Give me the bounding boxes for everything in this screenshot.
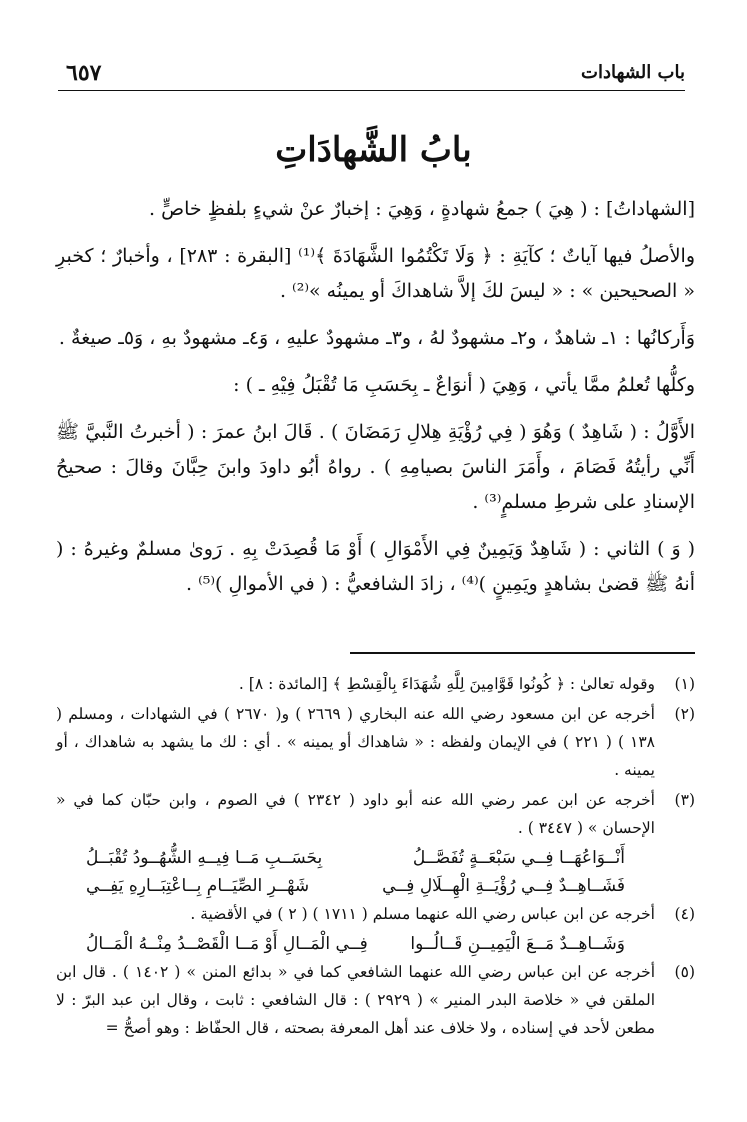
verse-hemistich: فَشَــاهِــدٌ فِــي رُؤْيَــةِ الْهِــلَالِ فِــي [382,876,625,896]
page-number: ٦٥٧ [66,60,102,86]
chapter-title: بابُ الشَّهادَاتِ [275,130,472,170]
footnote-text: أخرجه عن ابن عباس رضي الله عنهما مسلم ( ١٧١١ ) ( ٢ ) في الأقضية . [190,905,655,923]
footnote-text: أخرجه عن ابن عباس رضي الله عنهما الشافعي كما في « بدائع المنن » ( ١٤٠٢ ) . قال ابن الملقن في « خلاصة البدر المنير » ( ٢٩٢٩ ) : قال الشافعي : ثابت ، وقال ابن عبد البرّ : لا مطعن لأحد في إسناده ، ولا خلاف عند أهل المعرفة بصحته ، قال الحفّاظ : وهو أصحُّ = [56,963,656,1037]
paragraph-pillars: وَأَركانُها : ١ـ شاهدٌ ، و٢ـ مشهودٌ لهُ ، و٣ـ مشهودٌ عليهِ ، وَ٤ـ مشهودٌ بهِ ، وَ٥ـ صيغةٌ . [58,327,695,349]
poem-verse-2 [56,872,695,900]
footnote-number: (١) [674,675,695,693]
verse-hemistich: فِــي الْمَــالِ أَوْ مَــا الْقَصْــدُ مِنْــهُ الْمَــالُ [86,934,368,954]
footnote-text: وقوله تعالىٰ : ﴿ كُونُوا قَوَّامِينَ لِلَّهِ شُهَدَاءَ بِالْقِسْطِ ﴾ [المائدة : ٨] . [238,675,655,693]
footnote-number: (٣) [674,791,695,809]
footnote-4 [56,900,695,928]
paragraph-definition: [الشهاداتُ] : ( هِيَ ) جمعُ شهادةٍ ، وَهِيَ : إخبارٌ عنْ شيءٍ بلفظٍ خاصٍّ . [149,198,695,220]
footnote-text: أخرجه عن ابن عمر رضي الله عنه أبو داود ( ٢٣٤٢ ) في الصوم ، وابن حبّان كما في « الإحسان » ( ٣٤٤٧ ) . [56,791,655,837]
footnote-text: أخرجه عن ابن مسعود رضي الله عنه البخاري ( ٢٦٦٩ ) و( ٢٦٧٠ ) في الشهادات ، ومسلم ( ١٣٨ ) ( ٢٢١ ) في الإيمان ولفظه : « شاهداك أو يمينه » . أي : لك ما يشهد به شاهداك ، أو يمينه . [56,705,655,779]
paragraph-types: وكلُّها تُعلمُ ممَّا يأتي ، وَهِيَ ( أنوَاعٌ ـ بِحَسَبِ مَا تُقْبَلُ فِيْهِ ـ ) : [233,374,695,396]
footnote-separator [350,652,695,654]
verse-hemistich: وَشَــاهِــدٌ مَــعَ الْيَمِيــنِ قَــالُــوا [410,934,625,954]
footnote-number: (٥) [674,963,695,981]
footnotes [56,670,695,1044]
running-header [58,54,685,91]
poem-verse-3 [56,930,695,958]
footnote-number: (٤) [674,905,695,923]
main-text [56,192,695,614]
poem-verse-1 [56,844,695,872]
verse-hemistich: أَنْــوَاعُهَــا فِــي سَبْعَــةٍ تُفَصَّــلُ [412,848,625,868]
paragraph-evidence: والأصلُ فيها آياتٌ ؛ كآيَةِ : ﴿ وَلَا تَكْتُمُوا الشَّهَادَةَ ﴾⁽¹⁾ [البقرة : ٢٨٣] ، وأخبارٌ ؛ كخبرِ « الصحيحين » : « ليسَ لكَ إلاَّ شاهداكَ أو يمينُه »⁽²⁾ . [56,245,695,302]
verse-hemistich: شَهْــرِ الصِّيَــامِ بِــاعْتِبَــارِهِ يَفِــي [86,876,310,896]
verse-hemistich: بِحَسَــبِ مَــا فِيــهِ الشُّهُــودُ تُقْبَــلُ [86,848,323,868]
footnote-1 [56,670,695,698]
footnote-number: (٢) [674,705,695,723]
footnote-3 [56,786,695,842]
paragraph-second-type: ( وَ ) الثاني : ( شَاهِدٌ وَيَمِينٌ فِي الأَمْوَالِ ) أَوْ مَا قُصِدَتْ بِهِ . رَوىٰ مسلمٌ وغيرهُ : ( أنهُ ﷺ قضىٰ بشاهدٍ ويَمِينٍ )⁽⁴⁾ ، زادَ الشافعيُّ : ( في الأموالِ )⁽⁵⁾ . [56,538,695,595]
footnote-2 [56,700,695,784]
paragraph-first-type: الأَوَّلُ : ( شَاهِدٌ ) وَهُوَ ( فِي رُؤْيَةِ هِلالِ رَمَضَانَ ) . قَالَ ابنُ عمرَ : ( أخبرتُ النَّبيَّ ﷺ أَنِّي رأيتُهُ فَصَامَ ، وأَمَرَ الناسَ بصيامِهِ ) . رواهُ أبُو داودَ وابنَ حِبَّانَ وقالَ : صحيحُ الإسنادِ على شرطِ مسلمٍ⁽³⁾ . [56,421,695,513]
running-title: باب الشهادات [581,62,685,83]
footnote-5 [56,958,695,1042]
